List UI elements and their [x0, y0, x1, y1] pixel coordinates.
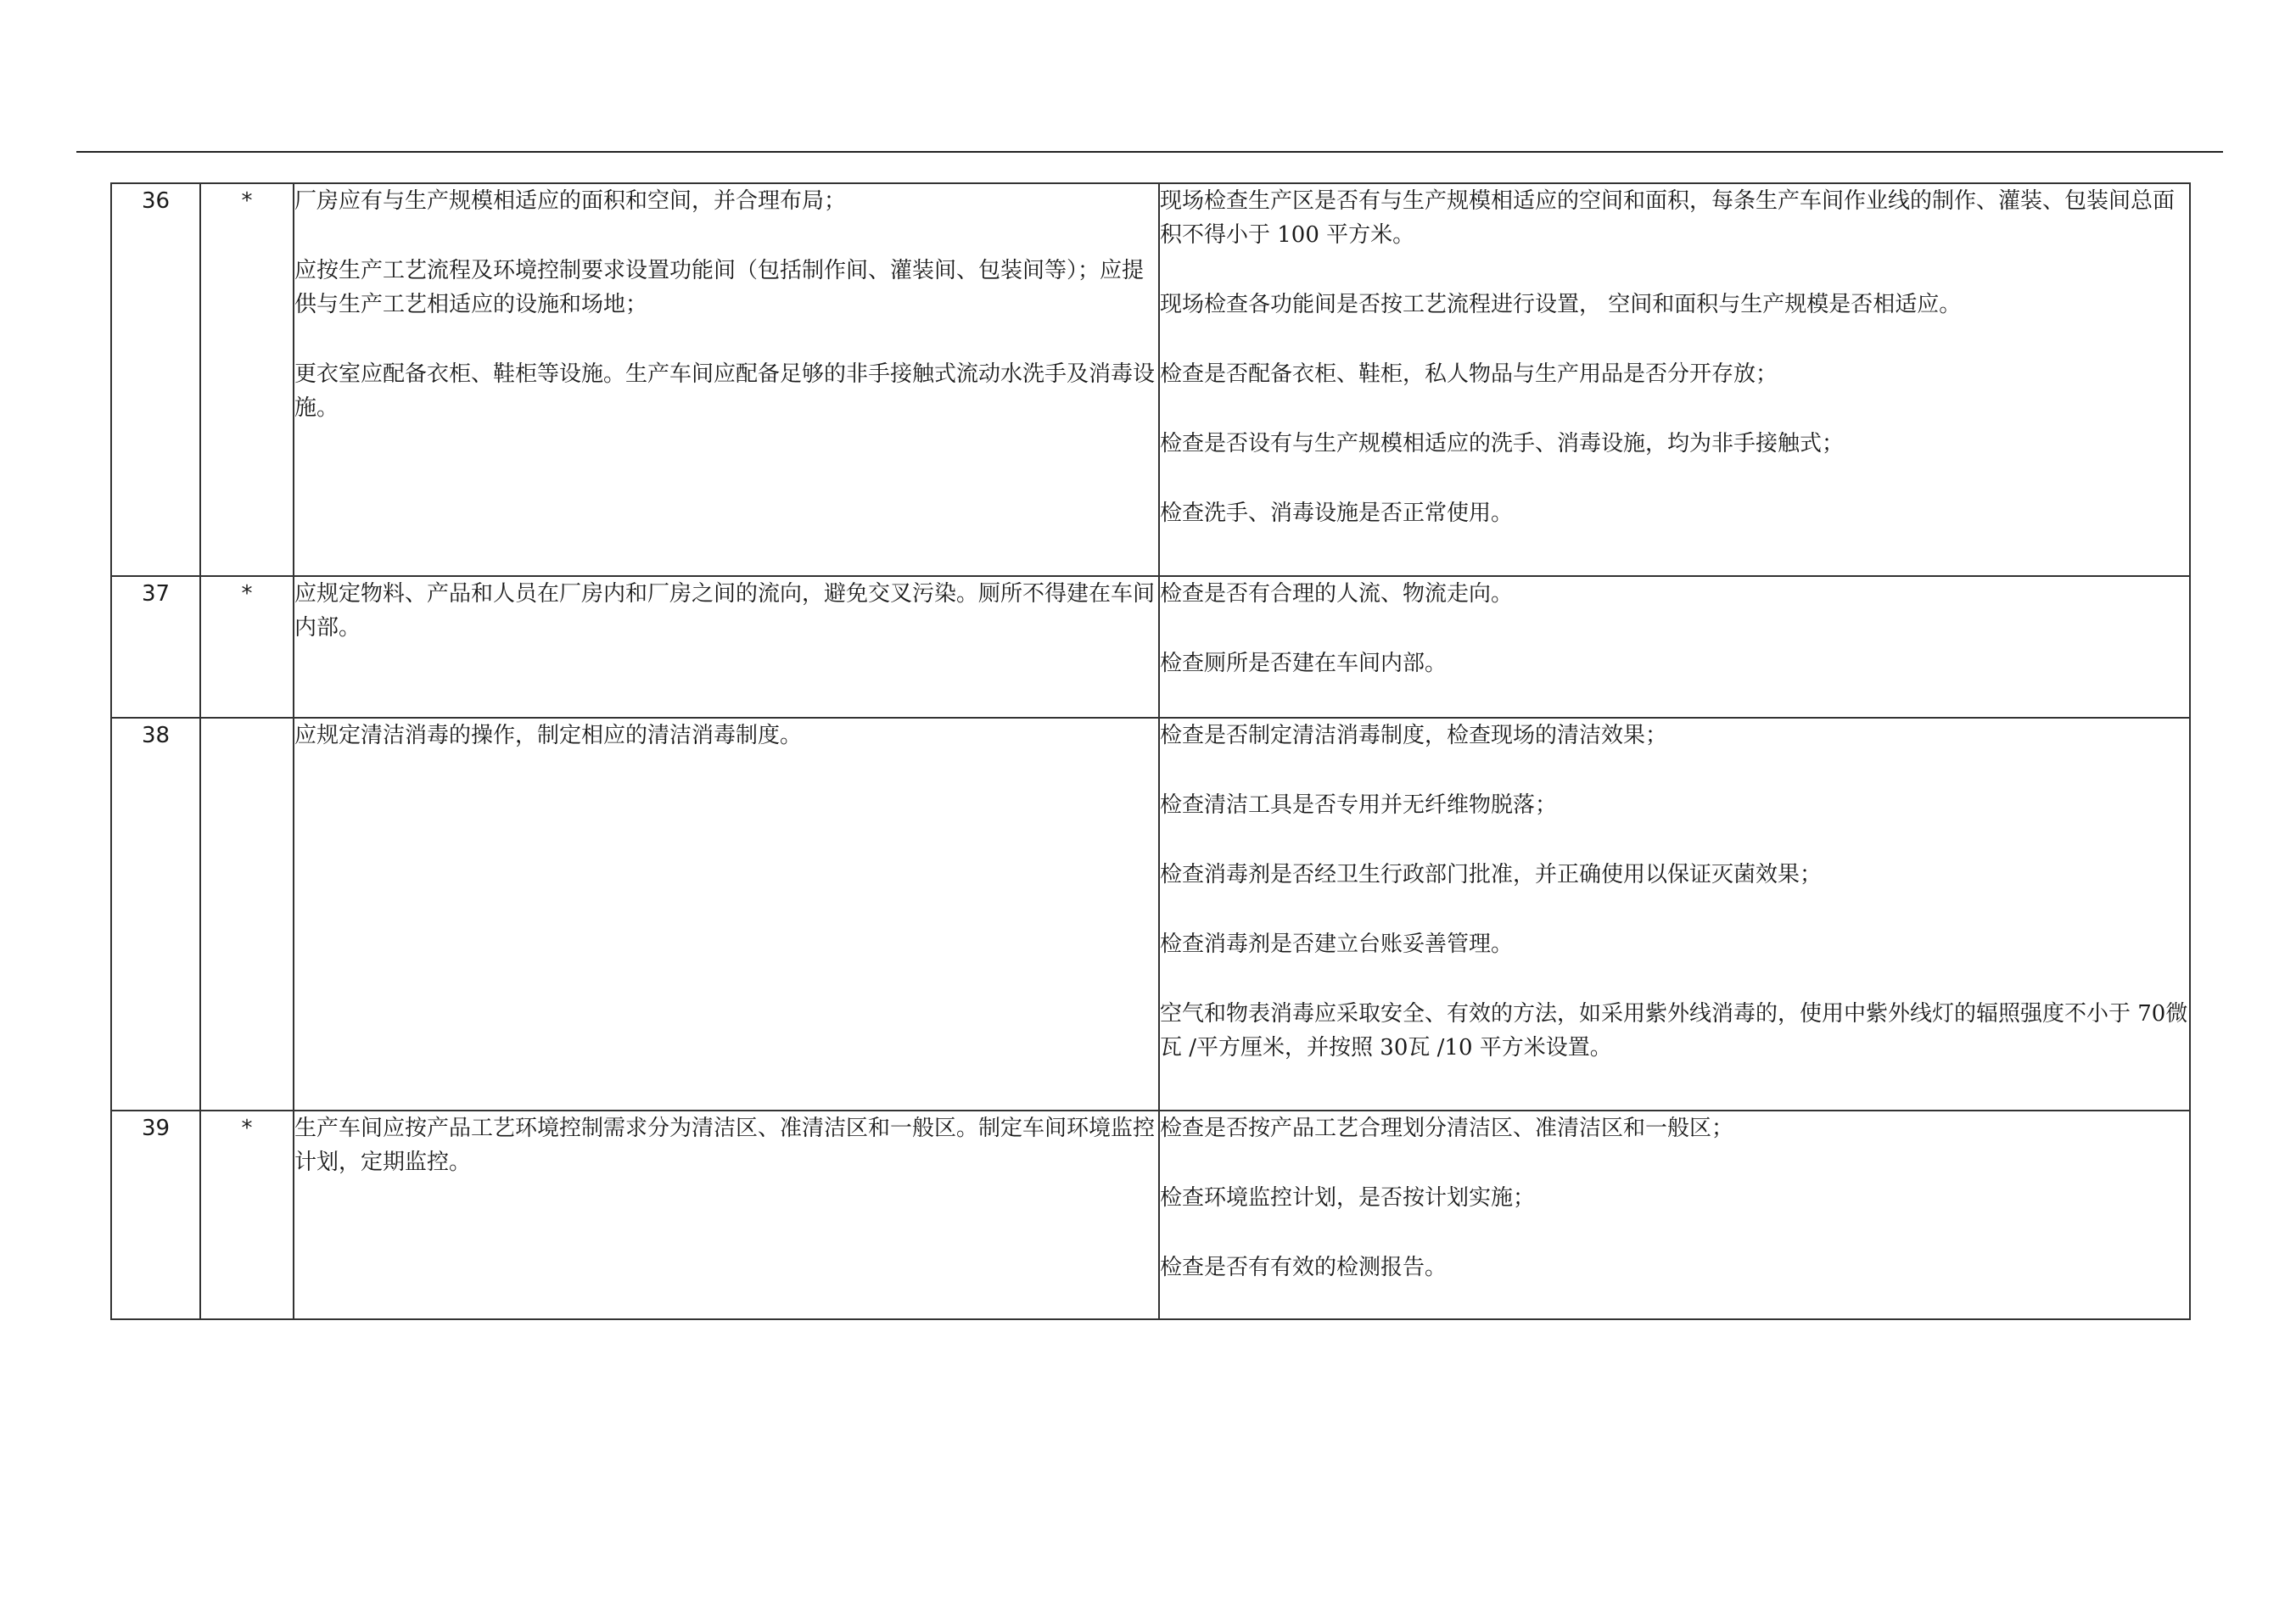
table-row: [111, 718, 2190, 1111]
key-item-mark: [200, 718, 294, 1111]
check-text: 检查是否按产品工艺合理划分清洁区、准清洁区和一般区；: [1160, 1116, 1734, 1141]
requirement-text: 应规定物料、产品和人员在厂房内和厂房之间的流向，避免交叉污染。厕所不得建在车间内部。: [294, 581, 1156, 641]
requirement-text: 应规定清洁消毒的操作，制定相应的清洁消毒制度。: [294, 723, 803, 748]
item-number: 36: [111, 183, 200, 576]
item-number: 39: [111, 1111, 200, 1319]
table-row: [111, 183, 2190, 576]
item-number: 37: [111, 576, 200, 718]
check-text: 检查清洁工具是否专用并无纤维物脱落；: [1160, 792, 1558, 818]
header-rule: [76, 151, 2223, 153]
check-cell: [1159, 1111, 2190, 1319]
check-text: 检查是否制定清洁消毒制度，检查现场的清洁效果；: [1160, 723, 1668, 748]
requirement-cell: [294, 183, 1159, 576]
check-text: 检查厕所是否建在车间内部。: [1160, 651, 1448, 676]
requirement-cell: [294, 576, 1159, 718]
requirement-text: 生产车间应按产品工艺环境控制需求分为清洁区、准清洁区和一般区。制定车间环境监控计划，定期监控。: [294, 1116, 1156, 1175]
key-item-mark: *: [200, 183, 294, 576]
requirement-text: 厂房应有与生产规模相适应的面积和空间，并合理布局；: [294, 188, 847, 214]
table-row: [111, 1111, 2190, 1319]
requirement-text: 应按生产工艺流程及环境控制要求设置功能间（包括制作间、灌装间、包装间等）；应提供与生产工艺相适应的设施和场地；: [294, 258, 1145, 317]
check-cell: [1159, 576, 2190, 718]
key-item-mark: *: [200, 1111, 294, 1319]
check-text: 检查是否设有与生产规模相适应的洗手、消毒设施，均为非手接触式；: [1160, 431, 1845, 456]
requirement-cell: [294, 718, 1159, 1111]
check-text: 检查消毒剂是否经卫生行政部门批准，并正确使用以保证灭菌效果；: [1160, 862, 1823, 887]
check-text: 检查是否配备衣柜、鞋柜，私人物品与生产用品是否分开存放；: [1160, 361, 1778, 387]
check-cell: [1159, 718, 2190, 1111]
key-item-mark: *: [200, 576, 294, 718]
check-text: 检查洗手、消毒设施是否正常使用。: [1160, 501, 1514, 526]
check-cell: [1159, 183, 2190, 576]
check-text: 检查是否有有效的检测报告。: [1160, 1255, 1448, 1280]
check-text: 现场检查各功能间是否按工艺流程进行设置， 空间和面积与生产规模是否相适应。: [1160, 292, 1962, 317]
check-text: 检查环境监控计划，是否按计划实施；: [1160, 1185, 1536, 1211]
requirement-text: 更衣室应配备衣柜、鞋柜等设施。生产车间应配备足够的非手接触式流动水洗手及消毒设施。: [294, 361, 1156, 421]
item-number: 38: [111, 718, 200, 1111]
check-text: 空气和物表消毒应采取安全、有效的方法，如采用紫外线消毒的，使用中紫外线灯的辐照强度不小于 70微瓦 /平方厘米，并按照 30瓦 /10 平方米设置。: [1160, 1001, 2188, 1061]
check-text: 检查消毒剂是否建立台账妥善管理。: [1160, 932, 1514, 957]
check-text: 现场检查生产区是否有与生产规模相适应的空间和面积，每条生产车间作业线的制作、灌装、包装间总面积不得小于 100 平方米。: [1160, 188, 2176, 248]
table-row: [111, 576, 2190, 718]
inspection-table: [110, 182, 2191, 1320]
check-text: 检查是否有合理的人流、物流走向。: [1160, 581, 1514, 607]
requirement-cell: [294, 1111, 1159, 1319]
